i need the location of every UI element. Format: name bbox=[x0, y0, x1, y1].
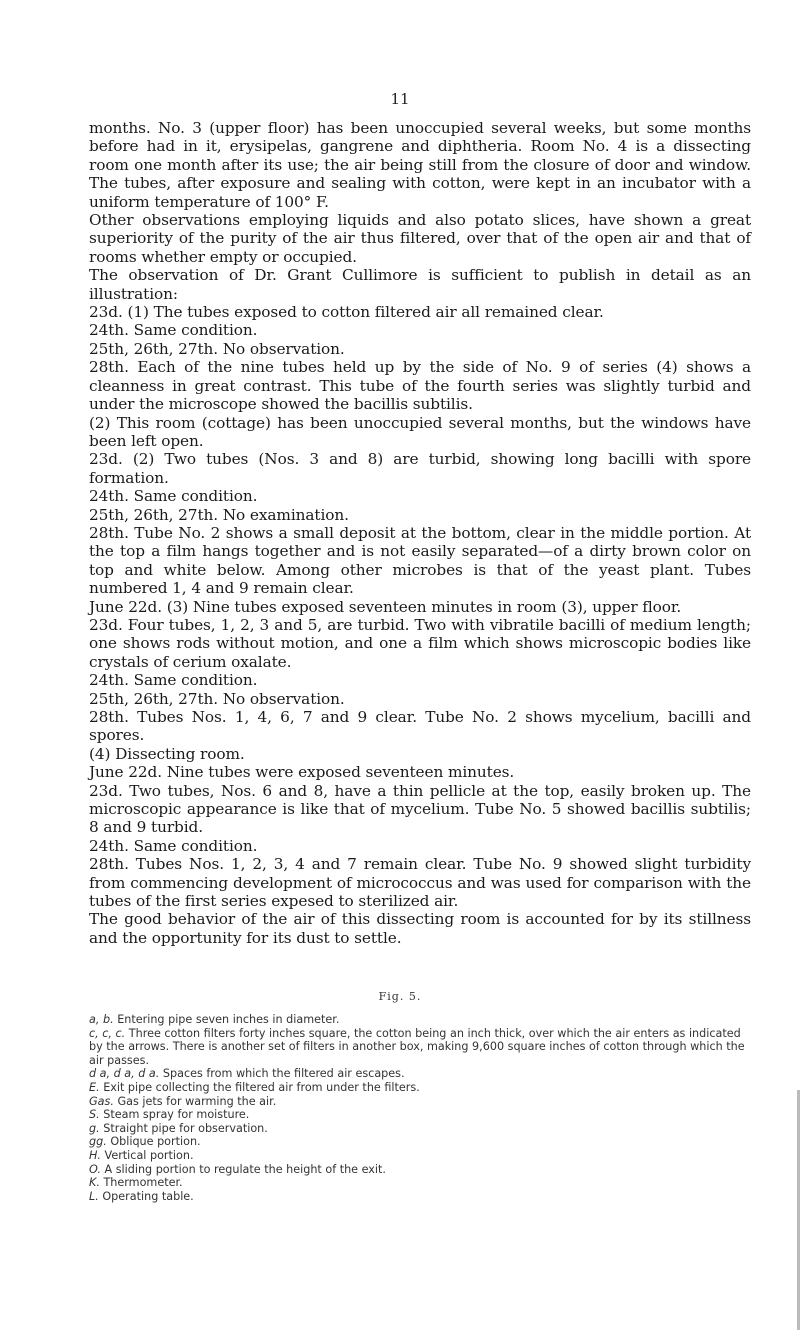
legend-text: Exit pipe collecting the filtered air from under the filters. bbox=[103, 1080, 420, 1094]
paragraph: 25th, 26th, 27th. No observation. bbox=[89, 339, 345, 358]
legend-item bbox=[89, 1027, 751, 1068]
legend-text: Oblique portion. bbox=[110, 1135, 201, 1149]
paragraph: (2) This room (cottage) has been unoccupied several months, but the windows have been left open. bbox=[89, 413, 751, 450]
legend-item bbox=[89, 1108, 751, 1122]
figure-caption: Fig. 5. bbox=[378, 990, 422, 1003]
legend-text: Vertical portion. bbox=[104, 1148, 194, 1162]
paragraph: June 22d. Nine tubes were exposed seventeen minutes. bbox=[89, 763, 515, 782]
paragraph: (4) Dissecting room. bbox=[89, 744, 245, 763]
legend-key: H. bbox=[89, 1148, 101, 1162]
legend-key: L. bbox=[89, 1189, 99, 1203]
legend-text: Operating table. bbox=[102, 1189, 194, 1203]
legend-item bbox=[89, 1095, 751, 1109]
paragraph: months. No. 3 (upper floor) has been unoccupied several weeks, but some months before had in it, erysipelas, gangrene and diphtheria. Room No. 4 is a dissecting room one month after its use; the air being still from the closure of door and window. The tubes, after exposure and sealing with cotton, were kept in an incubator with a uniform temperature of 100° F. bbox=[89, 119, 751, 211]
paragraph: 24th. Same condition. bbox=[89, 671, 258, 690]
legend-text: Entering pipe seven inches in diameter. bbox=[117, 1013, 340, 1026]
paragraph: 25th, 26th, 27th. No observation. bbox=[89, 689, 345, 708]
paragraph: 23d. (2) Two tubes (Nos. 3 and 8) are turbid, showing long bacilli with spore formation. bbox=[89, 450, 751, 487]
legend-key: c, c, c. bbox=[89, 1026, 126, 1040]
legend-item bbox=[89, 1163, 751, 1177]
paragraph: 28th. Each of the nine tubes held up by the side of No. 9 of series (4) shows a cleanness in great contrast. This tube of the fourth series was slightly turbid and under the microscope showed the bacillis subtilis. bbox=[89, 358, 751, 414]
paragraph: 24th. Same condition. bbox=[89, 321, 258, 340]
legend-text: Gas jets for warming the air. bbox=[117, 1094, 277, 1108]
legend-item bbox=[89, 1176, 751, 1190]
legend-item bbox=[89, 1081, 751, 1095]
paragraph: 23d. Two tubes, Nos. 6 and 8, have a thin pellicle at the top, easily broken up. The microscopic appearance is like that of mycelium. Tube No. 5 showed bacillis subtilis; 8 and 9 turbid. bbox=[89, 781, 751, 837]
legend-item bbox=[89, 1013, 751, 1027]
body-text bbox=[89, 119, 751, 947]
legend-key: S. bbox=[89, 1108, 100, 1122]
paragraph: 23d. Four tubes, 1, 2, 3 and 5, are turbid. Two with vibratile bacilli of medium length; one shows rods without motion, and one a film which shows microscopic bodies like crystals of cerium oxalate. bbox=[89, 615, 751, 671]
paragraph: The observation of Dr. Grant Cullimore is sufficient to publish in detail as an illustration: bbox=[89, 266, 751, 303]
paragraph: The good behavior of the air of this dissecting room is accounted for by its stillness and the opportunity for its dust to settle. bbox=[89, 910, 751, 947]
legend-text: Thermometer. bbox=[103, 1176, 183, 1190]
legend-text: A sliding portion to regulate the height of the exit. bbox=[104, 1162, 386, 1176]
page-number: 11 bbox=[390, 90, 410, 108]
legend-text: Steam spray for moisture. bbox=[103, 1108, 250, 1122]
legend-text: Spaces from which the filtered air escapes. bbox=[162, 1067, 405, 1081]
paragraph: 28th. Tubes Nos. 1, 2, 3, 4 and 7 remain clear. Tube No. 9 showed slight turbidity from commencing development of micrococcus and was used for comparison with the tubes of the first series expesed to sterilized air. bbox=[89, 855, 751, 911]
paragraph: 24th. Same condition. bbox=[89, 487, 258, 506]
paragraph: Other observations employing liquids and also potato slices, have shown a great superiority of the purity of the air thus filtered, over that of the open air and that of rooms whether empty or occupied. bbox=[89, 211, 751, 266]
legend-key: Gas. bbox=[89, 1094, 114, 1108]
paragraph: 25th, 26th, 27th. No examination. bbox=[89, 505, 349, 524]
legend-key: a, b. bbox=[89, 1013, 114, 1026]
legend-item bbox=[89, 1122, 751, 1136]
paragraph: 28th. Tubes Nos. 1, 4, 6, 7 and 9 clear. Tube No. 2 shows mycelium, bacilli and spores. bbox=[89, 708, 751, 745]
paragraph: June 22d. (3) Nine tubes exposed seventeen minutes in room (3), upper floor. bbox=[89, 597, 682, 616]
legend-item bbox=[89, 1149, 751, 1163]
legend-key: O. bbox=[89, 1162, 101, 1176]
paragraph: 23d. (1) The tubes exposed to cotton filtered air all remained clear. bbox=[89, 303, 604, 322]
legend-text: Three cotton filters forty inches square, the cotton being an inch thick, over which the air enters as indicated by the arrows. There is another set of filters in another box, making 9,600 square inches of cotton through which the air passes. bbox=[89, 1026, 745, 1067]
legend-text: Straight pipe for observation. bbox=[103, 1121, 268, 1135]
paragraph: 24th. Same condition. bbox=[89, 836, 258, 855]
legend-item bbox=[89, 1067, 751, 1081]
legend-key: d a, d a, d a. bbox=[89, 1067, 160, 1081]
legend-item bbox=[89, 1135, 751, 1149]
legend-key: g. bbox=[89, 1121, 100, 1135]
legend-key: E. bbox=[89, 1080, 100, 1094]
legend-key: gg. bbox=[89, 1135, 107, 1149]
legend-key: K. bbox=[89, 1176, 100, 1190]
legend-item bbox=[89, 1190, 751, 1204]
figure-legend bbox=[89, 1013, 751, 1203]
paragraph: 28th. Tube No. 2 shows a small deposit at the bottom, clear in the middle portion. At the top a film hangs together and is not easily separated—of a dirty brown color on top and white below. Among other microbes is that of the yeast plant. Tubes numbered 1, 4 and 9 remain clear. bbox=[89, 523, 751, 598]
